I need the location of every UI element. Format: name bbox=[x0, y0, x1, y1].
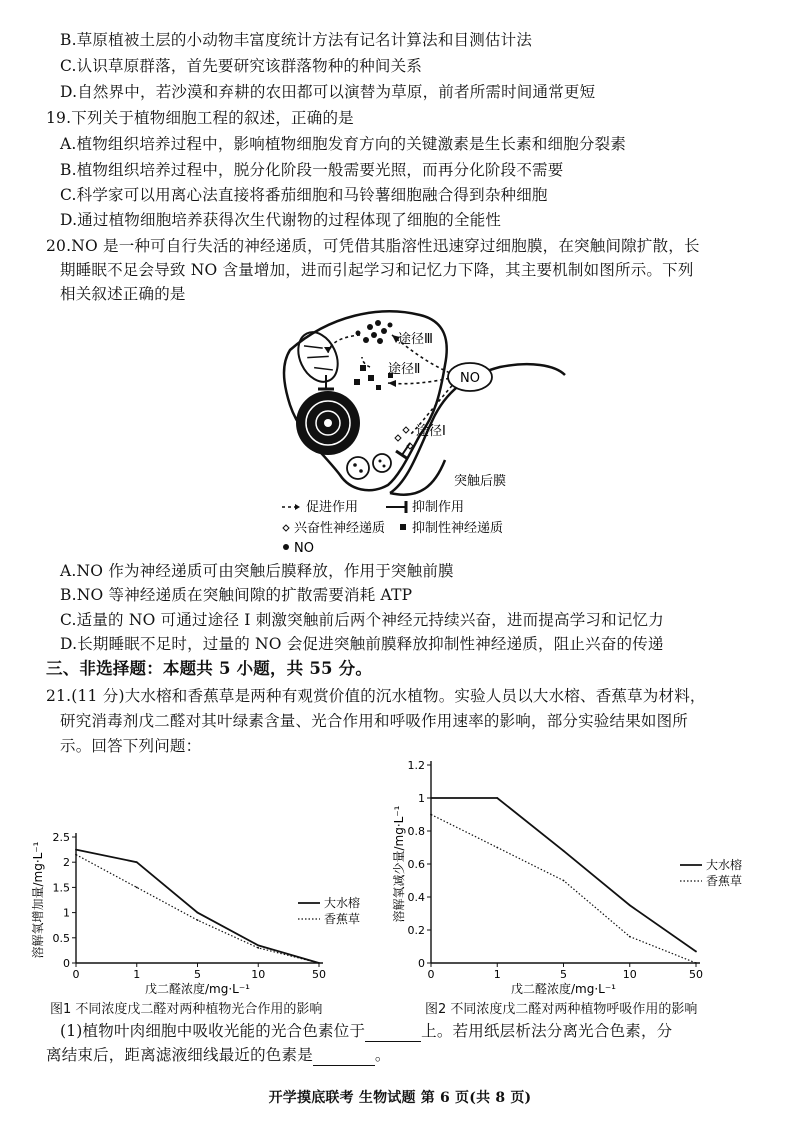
data-point bbox=[197, 919, 199, 921]
q21-stem-line3: 示。回答下列问题： bbox=[60, 737, 202, 755]
data-point bbox=[496, 847, 498, 849]
pathway-3-label: 途径Ⅲ bbox=[398, 332, 433, 347]
x-tick-label: 50 bbox=[689, 968, 703, 981]
data-point bbox=[197, 912, 199, 914]
q19-stem: 19.下列关于植物细胞工程的叙述，正确的是 bbox=[46, 109, 354, 127]
x-tick-label: 1 bbox=[493, 968, 501, 981]
q21-sub1-text-c: 离结束后，距离滤液细线最近的色素是 bbox=[46, 1046, 313, 1064]
y-tick-label: 0.4 bbox=[407, 891, 425, 904]
x-tick-label: 0 bbox=[72, 968, 80, 981]
data-point bbox=[563, 850, 565, 852]
x-tick-label: 50 bbox=[312, 968, 326, 981]
y-tick-label: 1.2 bbox=[407, 759, 425, 772]
data-point bbox=[257, 947, 259, 949]
legend-inhibitory: 抑制性神经递质 bbox=[412, 521, 504, 536]
legend-inhibit: 抑制作用 bbox=[412, 500, 465, 515]
x-axis-label: 戊二醛浓度/mg·L⁻¹ bbox=[145, 982, 250, 996]
q21-stem-line1: 21.(11 分)大水榕和香蕉草是两种有观赏价值的沉水植物。实验人员以大水榕、香蕉草为材料， bbox=[46, 687, 706, 705]
data-point bbox=[695, 951, 697, 953]
legend-no: NO bbox=[294, 541, 314, 556]
q21-sub1-text-a: (1)植物叶肉细胞中吸收光能的光合色素位于 bbox=[60, 1022, 366, 1040]
q19-option-c: C.科学家可以用离心法直接将番茄细胞和马铃薯细胞融合得到杂种细胞 bbox=[60, 186, 548, 204]
x-tick-label: 0 bbox=[427, 968, 435, 981]
y-tick-label: 2 bbox=[63, 856, 70, 870]
q19-option-d: D.通过植物细胞培养获得次生代谢物的过程体现了细胞的全能性 bbox=[60, 211, 502, 229]
data-point bbox=[695, 962, 697, 964]
q20-stem-line2: 期睡眠不足会导致 NO 含量增加，进而引起学习和记忆力下降，其主要机制如图所示。下列 bbox=[60, 261, 694, 279]
data-point bbox=[136, 861, 138, 863]
data-point bbox=[257, 944, 259, 946]
series-line-xiangjiaocao bbox=[76, 855, 319, 963]
series-line-dashuirong bbox=[431, 798, 696, 951]
y-tick-label: 0.2 bbox=[407, 924, 425, 937]
data-point bbox=[75, 849, 77, 851]
nucleus bbox=[296, 391, 360, 455]
y-tick-label: 1.5 bbox=[52, 881, 70, 895]
y-axis-label: 溶解氧减少量/mg·L⁻¹ bbox=[392, 805, 406, 923]
data-point bbox=[136, 887, 138, 889]
series-line-xiangjiaocao bbox=[431, 815, 696, 964]
legend-label: 香蕉草 bbox=[324, 912, 361, 926]
chart2-caption: 图2 不同浓度戊二醛对两种植物呼吸作用的影响 bbox=[425, 1002, 698, 1017]
vesicle bbox=[347, 457, 369, 479]
q20-stem-line1: 20.NO 是一种可自行失活的神经递质，可凭借其脂溶性迅速穿过细胞膜，在突触间隙扩散，长 bbox=[46, 237, 700, 255]
pathway-1-label: 途径Ⅰ bbox=[416, 424, 446, 439]
q19-option-b: B.植物组织培养过程中，脱分化阶段一般需要光照，而再分化阶段不需要 bbox=[60, 161, 564, 179]
q21-sub1-text-d: 。 bbox=[374, 1046, 391, 1064]
y-tick-label: 2.5 bbox=[52, 831, 70, 844]
answer-blank-1[interactable] bbox=[365, 1021, 421, 1042]
mitochondrion bbox=[291, 326, 346, 388]
pathway-2-label: 途径Ⅱ bbox=[388, 362, 421, 377]
data-point bbox=[496, 797, 498, 799]
q19-option-a: A.植物组织培养过程中，影响植物细胞发育方向的关键激素是生长素和细胞分裂素 bbox=[60, 135, 627, 153]
q21-sub1-line2 bbox=[46, 1045, 391, 1066]
q21-sub1-line1 bbox=[60, 1021, 672, 1042]
data-point bbox=[318, 962, 320, 964]
x-axis-label: 戊二醛浓度/mg·L⁻¹ bbox=[511, 982, 616, 996]
q20-option-d: D.长期睡眠不足时，过量的 NO 会促进突触前膜释放抑制性神经递质，阻止兴奋的传递 bbox=[60, 635, 664, 653]
data-point bbox=[430, 814, 432, 816]
synapse-mechanism-diagram bbox=[270, 295, 570, 565]
page-footer: 开学摸底联考 生物试题 第 6 页(共 8 页) bbox=[268, 1090, 532, 1106]
data-point bbox=[629, 936, 631, 938]
x-tick-label: 5 bbox=[560, 968, 567, 981]
y-tick-label: 0 bbox=[63, 957, 70, 970]
q20-option-c: C.适量的 NO 可通过途径 Ⅰ 刺激突触前后两个神经元持续兴奋，进而提高学习和记忆力 bbox=[60, 611, 664, 629]
x-tick-label: 10 bbox=[622, 968, 637, 981]
vesicle bbox=[373, 454, 391, 472]
series-line-dashuirong bbox=[76, 850, 319, 963]
chart-photosynthesis bbox=[30, 825, 380, 1015]
y-tick-label: 0.6 bbox=[407, 858, 425, 871]
x-tick-label: 10 bbox=[251, 968, 266, 981]
legend-excitatory: 兴奋性神经递质 bbox=[294, 521, 386, 536]
y-tick-label: 0.5 bbox=[52, 931, 70, 945]
diagram-legend bbox=[282, 499, 503, 556]
x-tick-label: 5 bbox=[194, 968, 201, 981]
answer-blank-2[interactable] bbox=[313, 1045, 375, 1066]
chart-respiration bbox=[392, 755, 770, 1015]
x-tick-label: 1 bbox=[133, 968, 141, 981]
q18-option-d: D.自然界中，若沙漠和弃耕的农田都可以演替为草原，前者所需时间通常更短 bbox=[60, 83, 596, 101]
data-point bbox=[75, 854, 77, 856]
q21-stem-line2: 研究消毒剂戊二醛对其叶绿素含量、光合作用和呼吸作用速率的影响，部分实验结果如图所 bbox=[60, 712, 689, 730]
legend-promote: 促进作用 bbox=[306, 500, 359, 515]
legend-label: 大水榕 bbox=[706, 858, 743, 872]
q20-stem-line3: 相关叙述正确的是 bbox=[60, 285, 186, 303]
y-tick-label: 0 bbox=[418, 957, 425, 970]
q20-option-a: A.NO 作为神经递质可由突触后膜释放，作用于突触前膜 bbox=[60, 562, 454, 580]
data-point bbox=[430, 797, 432, 799]
legend-label: 香蕉草 bbox=[706, 874, 743, 888]
y-tick-label: 1 bbox=[63, 906, 70, 920]
data-point bbox=[563, 880, 565, 882]
q21-sub1-text-b: 上。若用纸层析法分离光合色素，分 bbox=[421, 1022, 673, 1040]
postsynaptic-label: 突触后膜 bbox=[454, 474, 507, 489]
q20-option-b: B.NO 等神经递质在突触间隙的扩散需要消耗 ATP bbox=[60, 586, 413, 604]
y-axis-label: 溶解氧增加量/mg·L⁻¹ bbox=[31, 841, 45, 959]
legend-label: 大水榕 bbox=[324, 896, 361, 910]
data-point bbox=[629, 904, 631, 906]
section-title: 三、非选择题：本题共 5 小题，共 55 分。 bbox=[46, 659, 373, 678]
q18-option-c: C.认识草原群落，首先要研究该群落物种的种间关系 bbox=[60, 57, 423, 75]
no-bubble-label: NO bbox=[460, 371, 480, 386]
chart1-caption: 图1 不同浓度戊二醛对两种植物光合作用的影响 bbox=[50, 1002, 323, 1017]
y-tick-label: 0.8 bbox=[407, 825, 425, 838]
y-tick-label: 1 bbox=[418, 792, 425, 805]
q18-option-b: B.草原植被土层的小动物丰富度统计方法有记名计算法和目测估计法 bbox=[60, 31, 533, 49]
